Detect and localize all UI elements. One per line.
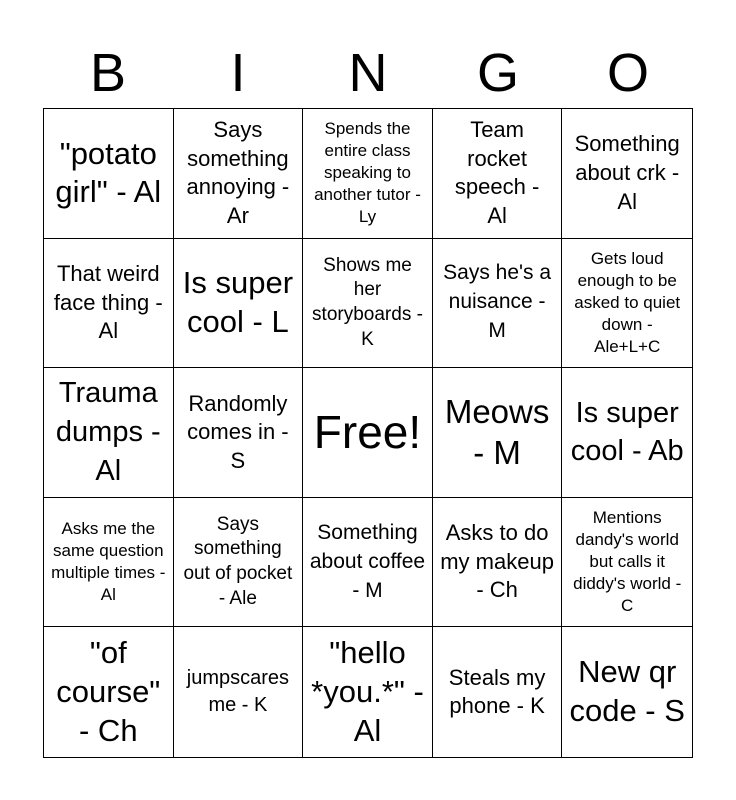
bingo-cell-3-5[interactable] xyxy=(562,368,692,498)
bingo-cell-2-4[interactable] xyxy=(433,239,563,369)
bingo-cell-2-5[interactable] xyxy=(562,239,692,369)
cell-text: Mentions dandy's world but calls it diddy's world - C xyxy=(573,507,682,616)
cell-text: Something about coffee - M xyxy=(309,520,426,602)
bingo-cell-5-3[interactable] xyxy=(303,627,433,757)
bingo-cell-1-1[interactable] xyxy=(44,109,174,239)
cell-text: Is super cool - L xyxy=(182,265,294,339)
bingo-cell-5-4[interactable] xyxy=(433,627,563,757)
header-letter-n: N xyxy=(348,43,388,103)
cell-text: Spends the entire class speaking to another tutor - Ly xyxy=(314,119,421,227)
cell-text: "potato girl" - Al xyxy=(55,135,162,210)
free-space-text: Free! xyxy=(313,406,422,459)
header-letter-o: O xyxy=(606,43,649,103)
header-letter-b: B xyxy=(89,43,127,103)
bingo-cell-5-2[interactable] xyxy=(174,627,304,757)
cell-text: That weird face thing - Al xyxy=(53,261,163,344)
bingo-cell-3-2[interactable] xyxy=(174,368,304,498)
bingo-header xyxy=(43,38,693,108)
cell-text: Asks me the same question multiple times - Al xyxy=(51,518,166,605)
cell-text: Gets loud enough to be asked to quiet down - Ale+L+C xyxy=(574,248,681,357)
bingo-cell-free[interactable] xyxy=(303,368,433,498)
bingo-cell-4-2[interactable] xyxy=(174,498,304,628)
bingo-cell-4-3[interactable] xyxy=(303,498,433,628)
header-letter-g: G xyxy=(476,43,519,103)
bingo-cell-1-2[interactable] xyxy=(174,109,304,239)
bingo-board xyxy=(43,108,693,758)
bingo-cell-3-4[interactable] xyxy=(433,368,563,498)
cell-text: Randomly comes in - S xyxy=(187,390,289,473)
cell-text: Says something annoying - Ar xyxy=(186,117,290,228)
cell-text: Says he's a nuisance - M xyxy=(443,261,552,343)
cell-text: Says something out of pocket - Ale xyxy=(183,513,293,609)
bingo-cell-1-4[interactable] xyxy=(433,109,563,239)
cell-text: "hello *you.*" - Al xyxy=(311,635,424,748)
cell-text: Asks to do my makeup - Ch xyxy=(440,520,554,603)
bingo-cell-5-1[interactable] xyxy=(44,627,174,757)
bingo-cell-4-1[interactable] xyxy=(44,498,174,628)
bingo-cell-2-2[interactable] xyxy=(174,239,304,369)
bingo-cell-1-3[interactable] xyxy=(303,109,433,239)
cell-text: Trauma dumps - Al xyxy=(55,377,161,487)
cell-text: Steals my phone - K xyxy=(448,664,546,719)
bingo-cell-2-3[interactable] xyxy=(303,239,433,369)
header-letter-i: I xyxy=(230,43,246,103)
cell-text: Shows me her storyboards - K xyxy=(312,254,423,350)
cell-text: "of course" - Ch xyxy=(56,635,161,748)
cell-text: Is super cool - Ab xyxy=(570,396,684,468)
bingo-cell-1-5[interactable] xyxy=(562,109,692,239)
cell-text: Team rocket speech - Al xyxy=(454,117,540,228)
bingo-cell-2-1[interactable] xyxy=(44,239,174,369)
bingo-cell-4-4[interactable] xyxy=(433,498,563,628)
bingo-cell-5-5[interactable] xyxy=(562,627,692,757)
cell-text: New qr code - S xyxy=(569,654,685,729)
cell-text: Meows - M xyxy=(444,393,550,472)
bingo-cell-3-1[interactable] xyxy=(44,368,174,498)
cell-text: Something about crk - Al xyxy=(574,131,680,214)
bingo-cell-4-5[interactable] xyxy=(562,498,692,628)
cell-text: jumpscares me - K xyxy=(186,666,290,717)
